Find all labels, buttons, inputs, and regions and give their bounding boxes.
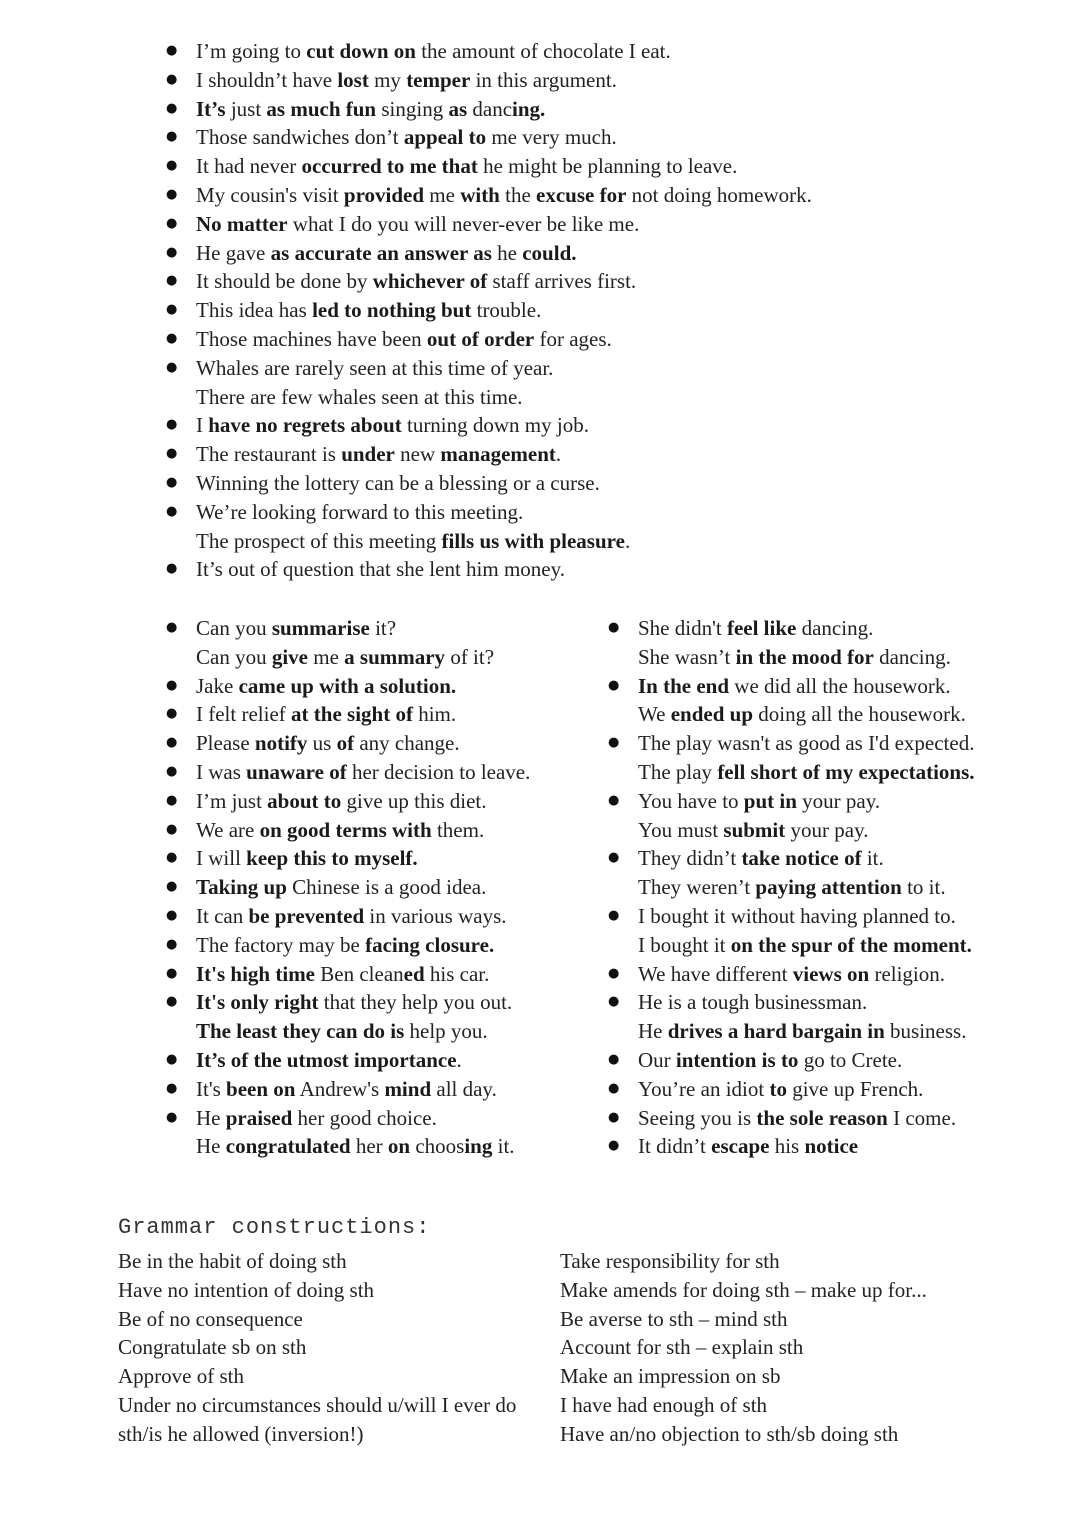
sentence-text: her good choice. bbox=[292, 1105, 437, 1130]
highlighted-phrase: in the mood for bbox=[735, 644, 874, 669]
sentence-text: new bbox=[394, 442, 441, 467]
grammar-item: Be of no consequence bbox=[118, 1306, 303, 1331]
sentence-text: The play bbox=[638, 759, 718, 784]
highlighted-phrase: provided bbox=[343, 182, 425, 207]
sentence-text: I was bbox=[196, 759, 247, 784]
sentence-text: We are bbox=[196, 817, 260, 842]
sentence-item bbox=[166, 1046, 530, 1075]
sentence-text: me bbox=[424, 182, 461, 207]
grammar-item: Approve of sth bbox=[118, 1364, 244, 1389]
sentence-item bbox=[166, 960, 530, 989]
sentence-text: help you. bbox=[404, 1019, 488, 1044]
sentence-text: It had never bbox=[196, 154, 302, 179]
sentence-text: Ben clean bbox=[315, 961, 404, 986]
sentence-text: It didn’t bbox=[638, 1134, 712, 1159]
sentence-item bbox=[166, 527, 812, 556]
highlighted-phrase: to bbox=[769, 1076, 787, 1101]
sentence-text: Those machines have been bbox=[196, 326, 427, 351]
highlighted-phrase: submit bbox=[723, 817, 786, 842]
highlighted-phrase: be prevented bbox=[248, 903, 365, 928]
sentence-item bbox=[166, 325, 812, 354]
sentence-text: Winning the lottery can be a blessing or a curse. bbox=[196, 470, 600, 495]
sentence-item bbox=[166, 931, 530, 960]
sentence-text: . bbox=[624, 528, 631, 553]
sentence-text: I bought it without having planned to. bbox=[638, 903, 956, 928]
sentence-text: I bought it bbox=[638, 932, 731, 957]
highlighted-phrase: feel like bbox=[726, 616, 797, 640]
sentence-item bbox=[608, 931, 975, 960]
sentence-item bbox=[166, 123, 812, 152]
highlighted-phrase: No matter bbox=[196, 211, 288, 236]
highlighted-phrase: escape bbox=[711, 1134, 770, 1159]
highlighted-phrase: have no regrets about bbox=[208, 413, 402, 438]
sentence-text: her bbox=[350, 1134, 388, 1159]
sentence-text: it. bbox=[492, 1134, 515, 1159]
sentence-item bbox=[166, 816, 530, 845]
sentence-text: It should be done by bbox=[196, 269, 373, 294]
sentence-item bbox=[166, 66, 812, 95]
sentence-item bbox=[608, 1017, 975, 1046]
highlighted-phrase: take notice of bbox=[741, 846, 862, 871]
grammar-item: Congratulate sb on sth bbox=[118, 1335, 307, 1360]
sentence-item bbox=[166, 555, 812, 584]
grammar-item: Make an impression on sb bbox=[560, 1364, 781, 1389]
sentence-item bbox=[608, 1075, 975, 1104]
sentence-item bbox=[166, 729, 530, 758]
sentence-text: The prospect of this meeting bbox=[196, 528, 442, 553]
sentence-text: his bbox=[769, 1134, 805, 1159]
grammar-item: sth/is he allowed (inversion!) bbox=[118, 1421, 364, 1446]
sentence-text: danc bbox=[467, 96, 513, 121]
highlighted-phrase: under bbox=[341, 442, 395, 467]
highlighted-phrase: as much fun bbox=[266, 96, 377, 121]
sentence-text: I’m going to bbox=[196, 39, 307, 63]
highlighted-phrase: management bbox=[440, 442, 556, 467]
highlighted-phrase: summarise bbox=[271, 616, 370, 640]
highlighted-phrase: intention is to bbox=[675, 1047, 799, 1072]
grammar-item: Have an/no objection to sth/sb doing sth bbox=[560, 1421, 899, 1446]
sentence-item bbox=[166, 643, 530, 672]
sentence-text: doing all the housework. bbox=[753, 702, 966, 727]
highlighted-phrase: as accurate an answer as bbox=[270, 240, 492, 265]
sentence-text: in various ways. bbox=[364, 903, 507, 928]
sentence-text: My cousin's visit bbox=[196, 182, 344, 207]
sentence-text: he might be planning to leave. bbox=[477, 154, 738, 179]
sentence-item bbox=[608, 614, 975, 643]
sentence-text: I bbox=[196, 413, 209, 438]
highlighted-phrase: a summary bbox=[344, 644, 446, 669]
sentence-item bbox=[608, 729, 975, 758]
highlighted-phrase: give bbox=[271, 644, 308, 669]
sentence-text: trouble. bbox=[471, 298, 542, 323]
sentence-text: The play wasn't as good as I'd expected. bbox=[638, 731, 975, 756]
sentence-text: I felt relief bbox=[196, 702, 292, 727]
highlighted-phrase: cut down on bbox=[306, 39, 416, 63]
highlighted-phrase: fell short of my expectations. bbox=[717, 759, 975, 784]
highlighted-phrase: unaware of bbox=[246, 759, 347, 784]
sentence-item bbox=[608, 643, 975, 672]
sentence-item bbox=[166, 1104, 530, 1133]
sentence-text: it. bbox=[861, 846, 884, 871]
highlighted-phrase: about to bbox=[267, 788, 342, 813]
sentence-item bbox=[608, 672, 975, 701]
sentence-text: There are few whales seen at this time. bbox=[196, 384, 523, 409]
sentence-text: Can you bbox=[196, 616, 272, 640]
sentence-text: your pay. bbox=[796, 788, 881, 813]
highlighted-phrase: put in bbox=[743, 788, 797, 813]
sentence-text: It's bbox=[196, 1076, 227, 1101]
sentence-text: I come. bbox=[887, 1105, 957, 1130]
sentence-text: The restaurant is bbox=[196, 442, 342, 467]
highlighted-phrase: led to nothing but bbox=[312, 298, 472, 323]
sentence-text: I shouldn’t have bbox=[196, 67, 338, 92]
sentence-text: them. bbox=[431, 817, 485, 842]
sentence-text: Andrew's bbox=[295, 1076, 385, 1101]
sentence-text: what I do you will never-ever be like me. bbox=[287, 211, 640, 236]
sentence-item bbox=[166, 1132, 530, 1161]
sentence-text: I will bbox=[196, 846, 247, 871]
sentence-text: You must bbox=[638, 817, 724, 842]
highlighted-phrase: could. bbox=[522, 240, 577, 265]
sentence-item bbox=[608, 1132, 975, 1161]
grammar-item: Under no circumstances should u/will I ever do bbox=[118, 1392, 517, 1417]
sentence-text: choos bbox=[410, 1134, 465, 1159]
sentence-text: The factory may be bbox=[196, 932, 366, 957]
highlighted-phrase: It's high time bbox=[196, 961, 316, 986]
sentence-text: He bbox=[196, 1105, 226, 1130]
sentence-text: We have different bbox=[638, 961, 793, 986]
sentence-text: your pay. bbox=[785, 817, 869, 842]
sentence-text: not doing homework. bbox=[626, 182, 812, 207]
sentence-text: me very much. bbox=[486, 125, 617, 150]
highlighted-phrase: came up with a solution. bbox=[238, 673, 457, 698]
sentence-text: We’re looking forward to this meeting. bbox=[196, 499, 524, 524]
sentence-text: we did all the housework. bbox=[729, 673, 951, 698]
sentence-text: It’s out of question that she lent him money. bbox=[196, 557, 566, 582]
sentence-text: in this argument. bbox=[470, 67, 617, 92]
sentence-text: staff arrives first. bbox=[487, 269, 637, 294]
highlighted-phrase: ed bbox=[403, 961, 425, 986]
highlighted-phrase: It’s of the utmost importance bbox=[196, 1047, 457, 1072]
sentence-text: give up this diet. bbox=[341, 788, 487, 813]
sentence-text: . bbox=[456, 1047, 462, 1072]
highlighted-phrase: congratulated bbox=[225, 1134, 351, 1159]
sentence-text: Jake bbox=[196, 673, 239, 698]
sentence-text: me bbox=[307, 644, 345, 669]
sentence-text: He is a tough businessman. bbox=[638, 990, 868, 1015]
sentence-text: She didn't bbox=[638, 616, 727, 640]
highlighted-phrase: the sole reason bbox=[756, 1105, 888, 1130]
sentence-list-right bbox=[608, 614, 975, 1161]
sentence-text: They weren’t bbox=[638, 875, 756, 900]
sentence-item bbox=[608, 816, 975, 845]
sentence-text: the amount of chocolate I eat. bbox=[415, 39, 671, 63]
grammar-item: Account for sth – explain sth bbox=[560, 1335, 804, 1360]
grammar-list-left bbox=[118, 1247, 516, 1449]
sentence-text: all day. bbox=[431, 1076, 497, 1101]
sentence-text: for ages. bbox=[534, 326, 612, 351]
sentence-item bbox=[166, 354, 812, 383]
highlighted-phrase: notify bbox=[254, 731, 308, 756]
highlighted-phrase: mind bbox=[384, 1076, 432, 1101]
sentence-text: She wasn’t bbox=[638, 644, 736, 669]
grammar-item: Be in the habit of doing sth bbox=[118, 1249, 347, 1273]
sentence-item bbox=[166, 411, 812, 440]
sentence-text: dancing. bbox=[873, 644, 951, 669]
highlighted-phrase: ing bbox=[464, 1134, 493, 1159]
sentence-text: . bbox=[555, 442, 562, 467]
sentence-text: We bbox=[638, 702, 671, 727]
sentence-text: his car. bbox=[424, 961, 490, 986]
sentence-item bbox=[166, 758, 530, 787]
highlighted-phrase: views on bbox=[792, 961, 870, 986]
sentence-text: turning down my job. bbox=[401, 413, 589, 438]
sentence-text: dancing. bbox=[796, 616, 874, 640]
sentence-item bbox=[608, 700, 975, 729]
sentence-text: that they help you out. bbox=[318, 990, 513, 1015]
sentence-item bbox=[166, 95, 812, 124]
highlighted-phrase: fills us with pleasure bbox=[441, 528, 625, 553]
sentence-text: it? bbox=[369, 616, 397, 640]
grammar-item: Make amends for doing sth – make up for... bbox=[560, 1277, 927, 1302]
sentence-item bbox=[608, 1104, 975, 1133]
sentence-item bbox=[166, 902, 530, 931]
sentence-item bbox=[166, 469, 812, 498]
sentence-text: go to Crete. bbox=[798, 1047, 903, 1072]
highlighted-phrase: appeal to bbox=[403, 125, 487, 150]
grammar-item: Take responsibility for sth bbox=[560, 1249, 780, 1273]
sentence-item bbox=[166, 873, 530, 902]
sentence-text: Can you bbox=[196, 644, 272, 669]
sentence-text: singing bbox=[376, 96, 449, 121]
highlighted-phrase: Taking up bbox=[196, 875, 287, 900]
highlighted-phrase: temper bbox=[406, 67, 471, 92]
sentence-text: business. bbox=[884, 1019, 967, 1044]
highlighted-phrase: paying attention bbox=[755, 875, 902, 900]
sentence-text: You have to bbox=[638, 788, 744, 813]
sentence-text: of it? bbox=[445, 644, 495, 669]
highlighted-phrase: In the end bbox=[638, 673, 730, 698]
highlighted-phrase: on good terms with bbox=[259, 817, 432, 842]
highlighted-phrase: out of order bbox=[426, 326, 535, 351]
highlighted-phrase: of bbox=[336, 731, 355, 756]
highlighted-phrase: notice bbox=[804, 1134, 859, 1159]
sentence-text: You’re an idiot bbox=[638, 1076, 770, 1101]
sentence-item bbox=[166, 844, 530, 873]
sentence-text: any change. bbox=[354, 731, 460, 756]
highlighted-phrase: whichever of bbox=[372, 269, 488, 294]
sentence-item bbox=[166, 787, 530, 816]
sentence-item bbox=[166, 152, 812, 181]
sentence-item bbox=[166, 210, 812, 239]
sentence-text: the bbox=[499, 182, 537, 207]
sentence-item bbox=[166, 383, 812, 412]
sentence-text: Whales are rarely seen at this time of year. bbox=[196, 355, 554, 380]
grammar-item: Be averse to sth – mind sth bbox=[560, 1306, 788, 1331]
highlighted-phrase: It's only right bbox=[196, 990, 319, 1015]
sentence-text: Our bbox=[638, 1047, 676, 1072]
sentence-text: us bbox=[307, 731, 337, 756]
sentence-item bbox=[166, 988, 530, 1017]
sentence-text: her decision to leave. bbox=[346, 759, 531, 784]
highlighted-phrase: with bbox=[460, 182, 500, 207]
sentence-item bbox=[166, 239, 812, 268]
highlighted-phrase: as bbox=[448, 96, 468, 121]
sentence-item bbox=[608, 787, 975, 816]
sentence-text: He bbox=[638, 1019, 668, 1044]
grammar-item: Have no intention of doing sth bbox=[118, 1277, 375, 1302]
sentence-item bbox=[166, 37, 812, 66]
sentence-text: I’m just bbox=[196, 788, 268, 813]
highlighted-phrase: occurred to me that bbox=[301, 154, 478, 179]
sentence-text: Those sandwiches don’t bbox=[196, 125, 404, 150]
highlighted-phrase: ing. bbox=[512, 96, 546, 121]
sentence-item bbox=[608, 960, 975, 989]
sentence-text: This idea has bbox=[196, 298, 313, 323]
highlighted-phrase: been on bbox=[226, 1076, 296, 1101]
sentence-list-top bbox=[166, 37, 812, 584]
sentence-text: He bbox=[196, 1134, 226, 1159]
sentence-text: He gave bbox=[196, 240, 271, 265]
sentence-text: he bbox=[491, 240, 523, 265]
sentence-item bbox=[608, 844, 975, 873]
highlighted-phrase: drives a hard bargain in bbox=[667, 1019, 885, 1044]
sentence-item bbox=[608, 1046, 975, 1075]
sentence-item bbox=[166, 296, 812, 325]
highlighted-phrase: on the spur of the moment. bbox=[730, 932, 972, 957]
highlighted-phrase: lost bbox=[337, 67, 369, 92]
highlighted-phrase: keep this to myself. bbox=[246, 846, 418, 871]
sentence-item bbox=[166, 498, 812, 527]
sentence-item bbox=[166, 614, 530, 643]
sentence-item bbox=[166, 267, 812, 296]
grammar-item: I have had enough of sth bbox=[560, 1392, 768, 1417]
sentence-item bbox=[166, 181, 812, 210]
sentence-item bbox=[608, 873, 975, 902]
sentence-text: Chinese is a good idea. bbox=[286, 875, 487, 900]
highlighted-phrase: It’s bbox=[196, 96, 226, 121]
sentence-text: It can bbox=[196, 903, 249, 928]
highlighted-phrase: facing closure. bbox=[365, 932, 495, 957]
highlighted-phrase: at the sight of bbox=[291, 702, 413, 727]
sentence-list-left bbox=[166, 614, 530, 1161]
sentence-text: religion. bbox=[869, 961, 946, 986]
highlighted-phrase: excuse for bbox=[536, 182, 627, 207]
sentence-text: him. bbox=[412, 702, 457, 727]
sentence-text: just bbox=[225, 96, 267, 121]
sentence-item bbox=[608, 758, 975, 787]
sentence-text: Seeing you is bbox=[638, 1105, 757, 1130]
sentence-item bbox=[166, 1075, 530, 1104]
sentence-item bbox=[608, 988, 975, 1017]
sentence-text: my bbox=[368, 67, 407, 92]
sentence-item bbox=[166, 1017, 530, 1046]
grammar-title: Grammar constructions: bbox=[118, 1215, 431, 1240]
sentence-item bbox=[608, 902, 975, 931]
sentence-text: to it. bbox=[901, 875, 946, 900]
highlighted-phrase: ended up bbox=[670, 702, 754, 727]
sentence-text: They didn’t bbox=[638, 846, 742, 871]
sentence-item bbox=[166, 700, 530, 729]
grammar-list-right bbox=[560, 1247, 927, 1449]
sentence-text: give up French. bbox=[786, 1076, 924, 1101]
highlighted-phrase: The least they can do is bbox=[196, 1019, 405, 1044]
sentence-text: Please bbox=[196, 731, 255, 756]
highlighted-phrase: praised bbox=[225, 1105, 293, 1130]
sentence-item bbox=[166, 672, 530, 701]
highlighted-phrase: on bbox=[387, 1134, 411, 1159]
sentence-item bbox=[166, 440, 812, 469]
